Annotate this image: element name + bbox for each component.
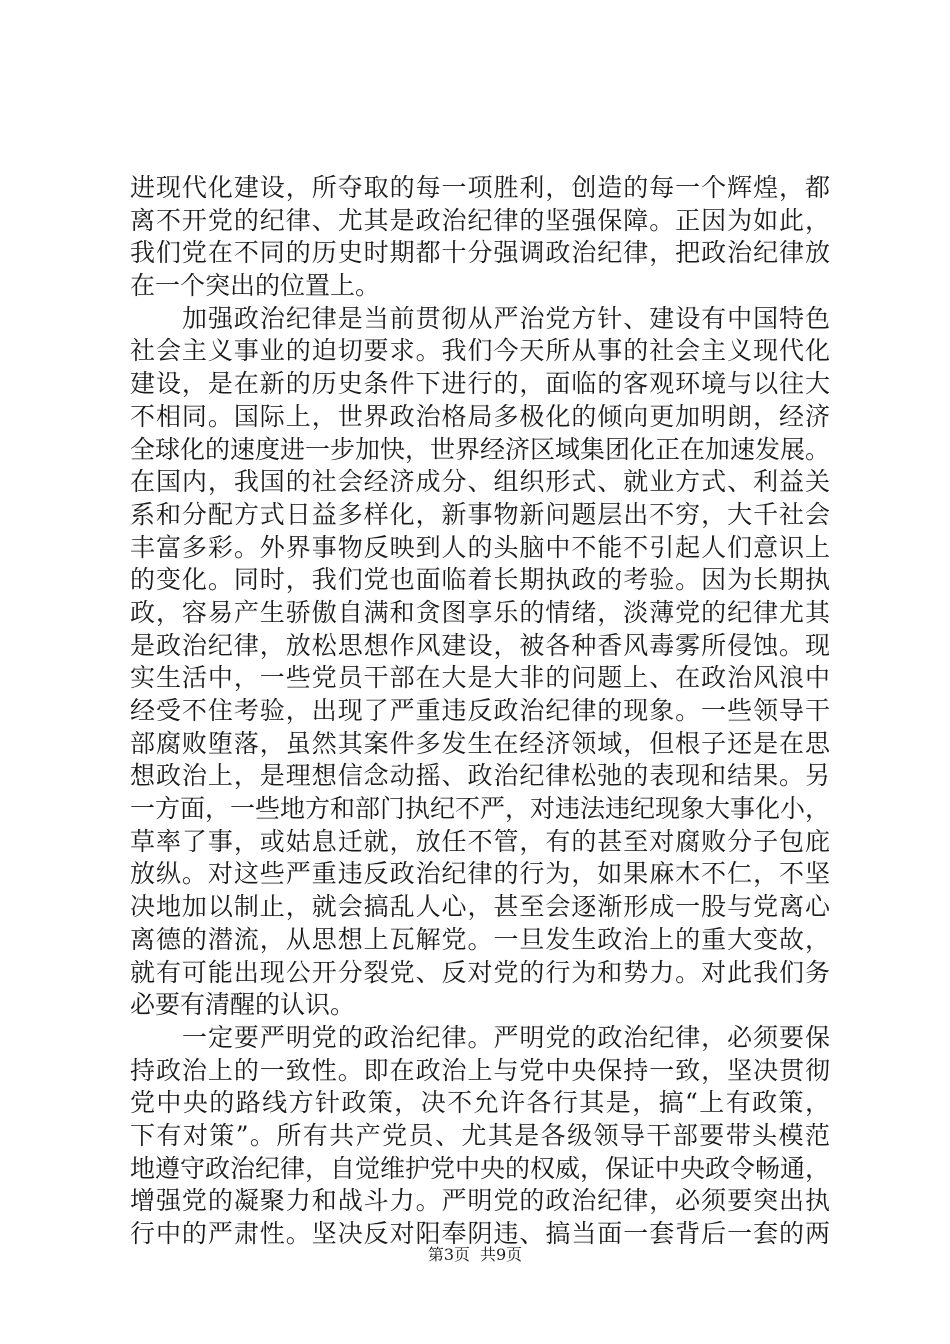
text-line: 离不开党的纪律、尤其是政治纪律的坚强保障。正因为如此， (130, 205, 830, 235)
text-line: 我们党在不同的历史时期都十分强调政治纪律，把政治纪律放 (130, 238, 830, 268)
text-line: 是政治纪律，放松思想作风建设，被各种香风毒雾所侵蚀。现 (130, 630, 830, 660)
text-line: 一方面，一些地方和部门执纪不严，对违法违纪现象大事化小， (130, 794, 831, 824)
text-line: 地遵守政治纪律，自觉维护党中央的权威，保证中央政令畅通， (130, 1153, 831, 1183)
document-body (130, 172, 830, 1251)
text-line: 放纵。对这些严重违反政治纪律的行为，如果麻木不仁，不坚 (130, 859, 830, 889)
page-number: 第3页 (427, 1245, 470, 1264)
text-line: 在国内，我国的社会经济成分、组织形式、就业方式、利益关 (130, 467, 830, 497)
text-line: 建设，是在新的历史条件下进行的，面临的客观环境与以往大 (130, 369, 830, 399)
text-line: 实生活中，一些党员干部在大是大非的问题上、在政治风浪中 (130, 663, 830, 693)
text-line: 加强政治纪律是当前贯彻从严治党方针、建设有中国特色 (182, 303, 830, 333)
text-line: 草率了事，或姑息迁就，放任不管，有的甚至对腐败分子包庇 (130, 826, 830, 856)
text-line: 不相同。国际上，世界政治格局多极化的倾向更加明朗，经济 (130, 401, 830, 431)
text-line: 进现代化建设，所夺取的每一项胜利，创造的每一个辉煌，都 (130, 173, 830, 202)
text-line: 持政治上的一致性。即在政治上与党中央保持一致，坚决贯彻 (130, 1055, 830, 1085)
text-line: 离德的潜流，从思想上瓦解党。一旦发生政治上的重大变故， (130, 924, 830, 954)
text-line: 系和分配方式日益多样化，新事物新问题层出不穷，大千社会 (130, 499, 830, 529)
text-line: 丰富多彩。外界事物反映到人的头脑中不能不引起人们意识上 (130, 532, 830, 562)
page-footer (0, 1245, 950, 1265)
text-line: 必要有清醒的认识。 (130, 990, 356, 1020)
paragraph (130, 303, 830, 1022)
page-total: 共9页 (480, 1245, 523, 1264)
text-line: 增强党的凝聚力和战斗力。严明党的政治纪律，必须要突出执 (130, 1186, 830, 1216)
text-line: 下有对策”。所有共产党员、尤其是各级领导干部要带头模范 (130, 1120, 830, 1150)
text-line: 在一个突出的位置上。 (130, 271, 381, 301)
text-line: 行中的严肃性。坚决反对阳奉阴违、搞当面一套背后一套的两 (130, 1219, 830, 1248)
text-line: 全球化的速度进一步加快，世界经济区域集团化正在加速发展。 (130, 434, 831, 464)
text-line: 经受不住考验，出现了严重违反政治纪律的现象。一些领导干 (130, 696, 830, 725)
text-line: 的变化。同时，我们党也面临着长期执政的考验。因为长期执 (130, 565, 830, 595)
text-line: 政，容易产生骄傲自满和贪图享乐的情绪，淡薄党的纪律尤其 (130, 597, 830, 627)
text-line: 一定要严明党的政治纪律。严明党的政治纪律，必须要保 (182, 1022, 830, 1052)
text-line: 就有可能出现公开分裂党、反对党的行为和势力。对此我们务 (130, 957, 830, 987)
paragraph (130, 172, 830, 303)
paragraph (130, 1022, 830, 1251)
text-line: 党中央的路线方针政策，决不允许各行其是，搞“上有政策， (130, 1088, 830, 1118)
text-line: 想政治上，是理想信念动摇、政治纪律松弛的表现和结果。另 (130, 761, 830, 791)
text-line: 部腐败堕落，虽然其案件多发生在经济领域，但根子还是在思 (130, 728, 830, 758)
text-line: 决地加以制止，就会搞乱人心，甚至会逐渐形成一股与党离心 (130, 892, 830, 922)
text-line: 社会主义事业的迫切要求。我们今天所从事的社会主义现代化 (130, 336, 830, 366)
